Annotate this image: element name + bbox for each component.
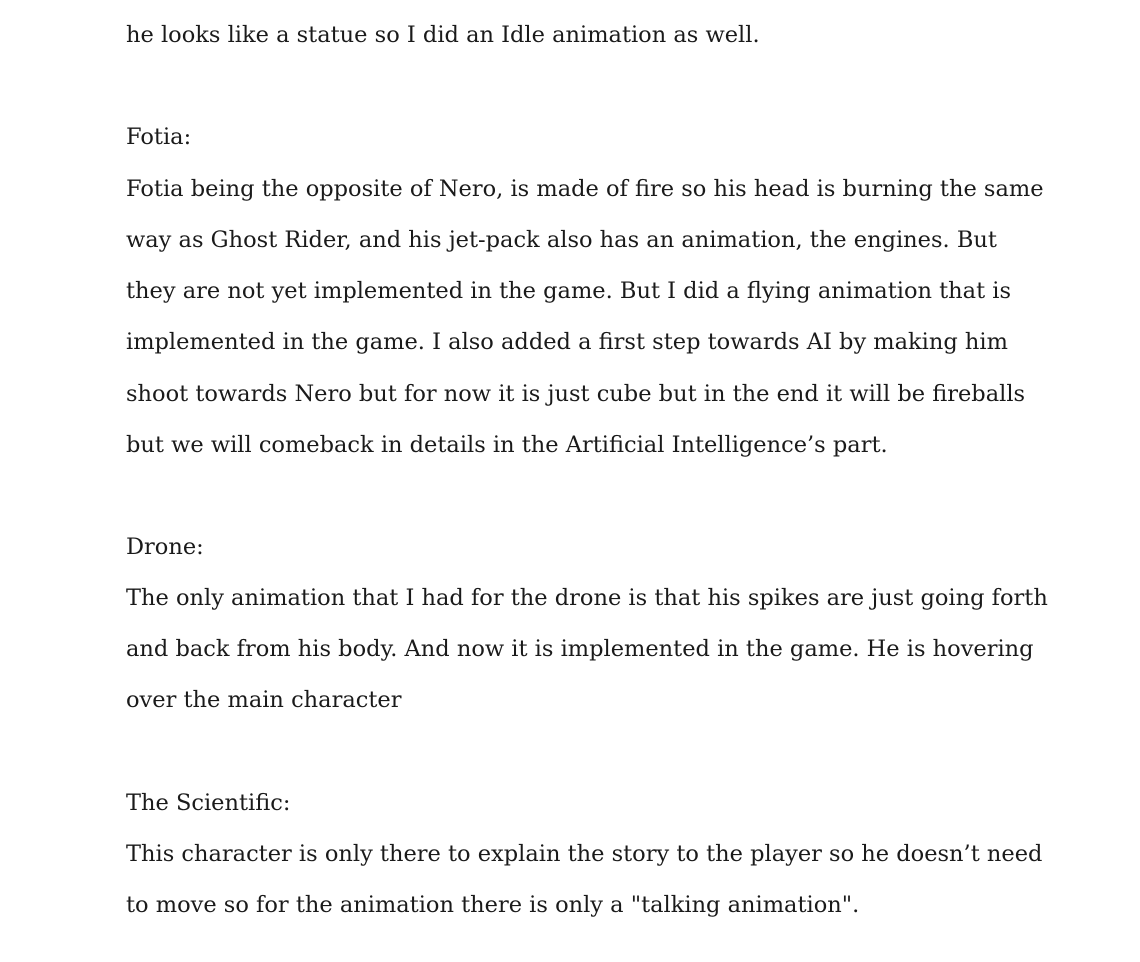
fotia-line: Fotia being the opposite of Nero, is made of fire so his head is burning the same [126, 176, 1044, 202]
drone-heading: Drone: [126, 534, 204, 560]
fotia-heading: Fotia: [126, 124, 192, 150]
intro-line: he looks like a statue so I did an Idle animation as well. [126, 22, 760, 48]
fotia-line: implemented in the game. I also added a first step towards AI by making him [126, 329, 1008, 355]
scientific-heading: The Scientific: [126, 790, 291, 816]
fotia-line: but we will comeback in details in the Artificial Intelligence’s part. [126, 432, 888, 458]
drone-line: and back from his body. And now it is implemented in the game. He is hovering [126, 636, 1034, 662]
drone-line: The only animation that I had for the drone is that his spikes are just going forth [126, 585, 1048, 611]
fotia-line: they are not yet implemented in the game. But I did a flying animation that is [126, 278, 1012, 304]
fotia-line: way as Ghost Rider, and his jet-pack also has an animation, the engines. But [126, 227, 997, 253]
drone-line: over the main character [126, 687, 402, 713]
scientific-line: This character is only there to explain the story to the player so he doesn’t need [126, 841, 1043, 867]
fotia-line: shoot towards Nero but for now it is just cube but in the end it will be fireballs [126, 381, 1026, 407]
scientific-line: to move so for the animation there is only a "talking animation". [126, 892, 860, 918]
